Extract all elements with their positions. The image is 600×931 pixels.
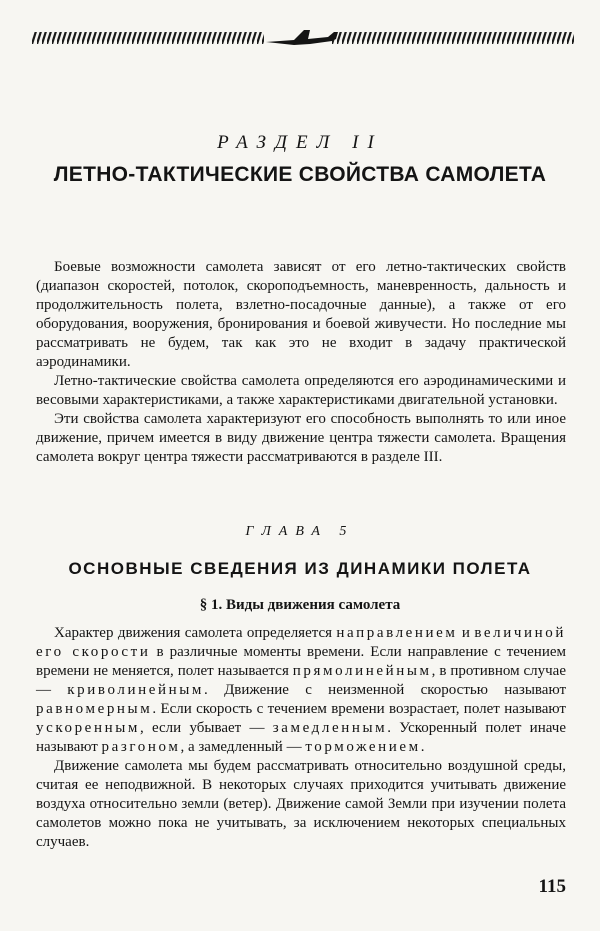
decorative-header-banner [32, 28, 574, 50]
intro-text [36, 258, 566, 467]
section-body [36, 624, 566, 852]
chapter-title: ОСНОВНЫЕ СВЕДЕНИЯ ИЗ ДИНАМИКИ ПОЛЕТА [68, 559, 532, 578]
intro-paragraph-1: Боевые возможности самолета зависят от его летно-тактических свойств (диапазон скоростей, потолок, скороподъемность, маневренность, дальность и продолжительность полета, взлетно-посадочные данные), а также от его оборудования, вооружения, бронирования и боевой живучести. Но последние мы рассматривать не будем, так как это не входит в задачу практической аэродинамики. [36, 259, 566, 370]
section-title: ЛЕТНО-ТАКТИЧЕСКИЕ СВОЙСТВА САМОЛЕТА [53, 163, 547, 186]
body-paragraph-1: Характер движения самолета определяется направлением и величиной его скорости в различные моменты времени. Если направление с течением времени не меняется, полет называется прямолинейным, в противном случае — криволинейным. Движение с неизменной скоростью называют равномерным. Если скорость с течением времени возрастает, полет называют ускоренным, если убывает — замедленным. Ускоренный полет иначе называют разгоном, а замедленный — торможением. [36, 625, 567, 755]
airplane-icon [266, 30, 338, 45]
page-number: 115 [538, 876, 566, 897]
intro-paragraph-3: Эти свойства самолета характеризуют его способность выполнять то или иное движение, причем имеется в виду движение центра тяжести самолета. Вращения самолета вокруг центра тяжести рассматриваются в разделе III. [36, 411, 566, 465]
intro-paragraph-2: Летно-тактические свойства самолета определяются его аэродинамическими и весовыми характеристиками, а также характеристиками двигательной установки. [36, 373, 566, 408]
chapter-label: ГЛАВА 5 [245, 524, 355, 539]
body-paragraph-2: Движение самолета мы будем рассматривать относительно воздушной среды, считая ее неподвижной. В некоторых случаях приходится учитывать движение воздуха относительно земли (ветер). Движение самой Земли при изучении полета самолетов можно пока не учитывать, за исключением некоторых специальных случаев. [36, 758, 566, 850]
subsection-title: § 1. Виды движения самолета [199, 597, 401, 613]
section-label: РАЗДЕЛ II [217, 132, 383, 153]
